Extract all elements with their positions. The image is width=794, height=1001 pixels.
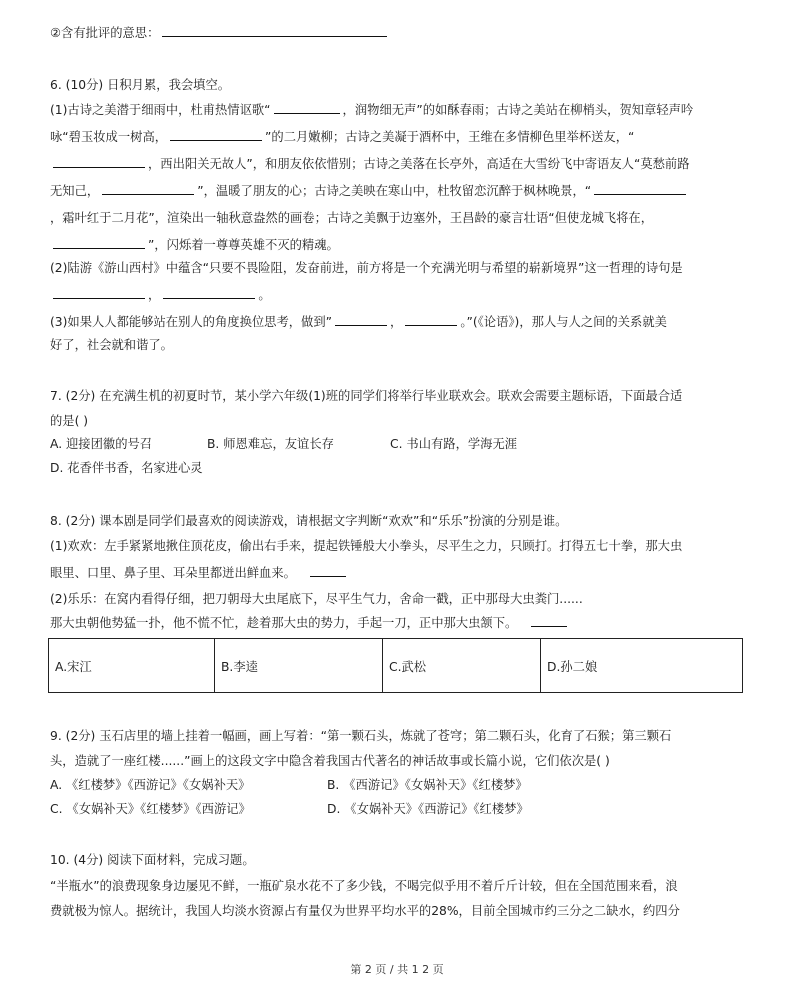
answer-blank[interactable] [531,615,567,627]
q10-line: 费就极为惊人。据统计，我国人均淡水资源占有量仅为世界平均水平的28%，目前全国城市约三分之二缺水，约四分 [50,904,680,918]
q6-line [50,287,271,303]
q8-line: (2)乐乐：在窝内看得仔细，把刀朝母大虫尾底下，尽平生气力，舍命一戳，正中那母大虫粪门...... [50,592,583,606]
option-cell[interactable]: C.武松 [383,639,541,693]
q7-option-d[interactable]: D. 花香伴书香，名家进心灵 [50,461,203,475]
answer-blank[interactable] [170,129,262,141]
text: ②含有批评的意思： [50,26,160,40]
answer-blank[interactable] [310,565,346,577]
q6-line: ，霜叶红于二月花”，渲染出一轴秋意盎然的画卷；古诗之美飘于边塞外，王昌龄的豪言壮语“但使龙城飞将在， [50,211,653,225]
text: 那大虫朝他势猛一扑，他不慌不忙，趁着那大虫的势力，手起一刀，正中那大虫颔下。 [50,616,518,630]
answer-blank[interactable] [162,25,387,37]
text: 咏“碧玉妆成一树高， [50,130,168,144]
q6-line [50,129,634,145]
text: 无知己， [50,184,100,198]
q6-line [50,183,689,199]
text: ， [390,315,403,329]
answer-blank[interactable] [405,314,457,326]
option-cell[interactable]: A.宋江 [49,639,215,693]
q8-line [50,615,570,631]
text: ，西出阳关无故人”，和朋友依依惜别；古诗之美落在长亭外，高适在大雪纷飞中寄语友人“莫愁前路 [148,157,690,171]
q7-option-b[interactable]: B. 师恩难忘，友谊长存 [207,437,334,451]
q9-option-b[interactable]: B. 《西游记》《女娲补天》《红楼梦》 [327,778,528,792]
q6-title: 6. (10分) 日积月累，我会填空。 [50,78,231,92]
q9-option-a[interactable]: A. 《红楼梦》《西游记》《女娲补天》 [50,778,251,792]
q6-line [50,314,667,330]
q7-option-c[interactable]: C. 书山有路，学海无涯 [390,437,518,451]
answer-blank[interactable] [274,102,340,114]
q8-options-table [48,638,743,693]
page-footer: 第 2 页 / 共 1 2 页 [350,963,444,976]
q6-line: 好了，社会就和谐了。 [50,338,173,352]
option-cell[interactable]: B.李逵 [215,639,383,693]
text: (1)古诗之美潜于细雨中，杜甫热情讴歌“ [50,103,271,117]
q8-line [50,565,349,581]
q6-line: (2)陆游《游山西村》中蕴含“只要不畏险阻，发奋前进，前方将是一个充满光明与希望的崭新境界”这一哲理的诗句是 [50,261,683,275]
q7-option-a[interactable]: A. 迎接团徽的号召 [50,437,153,451]
text: 。”(《论语》)，那人与人之间的关系就美 [460,315,667,329]
q5-line [50,25,390,41]
answer-blank[interactable] [163,287,255,299]
text: ， [148,288,161,302]
q10-line: 10. (4分) 阅读下面材料，完成习题。 [50,853,255,867]
text: ”，闪烁着一尊尊英雄不灭的精魂。 [148,238,339,252]
text: 。 [258,288,271,302]
q6-line [50,102,693,118]
q6-line [50,156,690,172]
answer-blank[interactable] [594,183,686,195]
text: (3)如果人人都能够站在别人的角度换位思考，做到” [50,315,333,329]
text: 眼里、口里、鼻子里、耳朵里都迸出鲜血来。 [50,566,296,580]
q7-line: 7. (2分) 在充满生机的初夏时节，某小学六年级(1)班的同学们将举行毕业联欢会。联欢会需要主题标语，下面最合适 [50,389,683,403]
text: ”的二月嫩柳；古诗之美凝于酒杯中，王维在多情柳色里举杯送友，“ [265,130,635,144]
q10-line: “半瓶水”的浪费现象身边屡见不鲜，一瓶矿泉水花不了多少钱，不喝完似乎用不着斤斤计较，但在全国范围来看，浪 [50,879,678,893]
q7-line: 的是( ) [50,414,89,428]
q9-option-c[interactable]: C. 《女娲补天》《红楼梦》《西游记》 [50,802,251,816]
q6-line [50,237,339,253]
answer-blank[interactable] [53,237,145,249]
q8-line: (1)欢欢：左手紧紧地揪住顶花皮，偷出右手来，提起铁锤般大小拳头，尽平生之力，只顾打。打得五七十拳，那大虫 [50,539,683,553]
answer-blank[interactable] [102,183,194,195]
text: ”，温暖了朋友的心；古诗之美映在寒山中，杜牧留恋沉醉于枫林晚景，“ [197,184,592,198]
q9-line: 9. (2分) 玉石店里的墙上挂着一幅画，画上写着：“第一颗石头，炼就了苍穹；第二颗石头，化育了石猴；第三颗石 [50,729,672,743]
text: ，润物细无声”的如酥春雨；古诗之美站在柳梢头，贺知章轻声吟 [342,103,694,117]
q9-option-d[interactable]: D. 《女娲补天》《西游记》《红楼梦》 [327,802,529,816]
answer-blank[interactable] [335,314,387,326]
q8-line: 8. (2分) 课本剧是同学们最喜欢的阅读游戏，请根据文字判断“欢欢”和“乐乐”扮演的分别是谁。 [50,514,568,528]
option-cell[interactable]: D.孙二娘 [541,639,743,693]
q9-line: 头，造就了一座红楼......”画上的这段文字中隐含着我国古代著名的神话故事或长篇小说，它们依次是( ) [50,754,610,768]
answer-blank[interactable] [53,287,145,299]
answer-blank[interactable] [53,156,145,168]
